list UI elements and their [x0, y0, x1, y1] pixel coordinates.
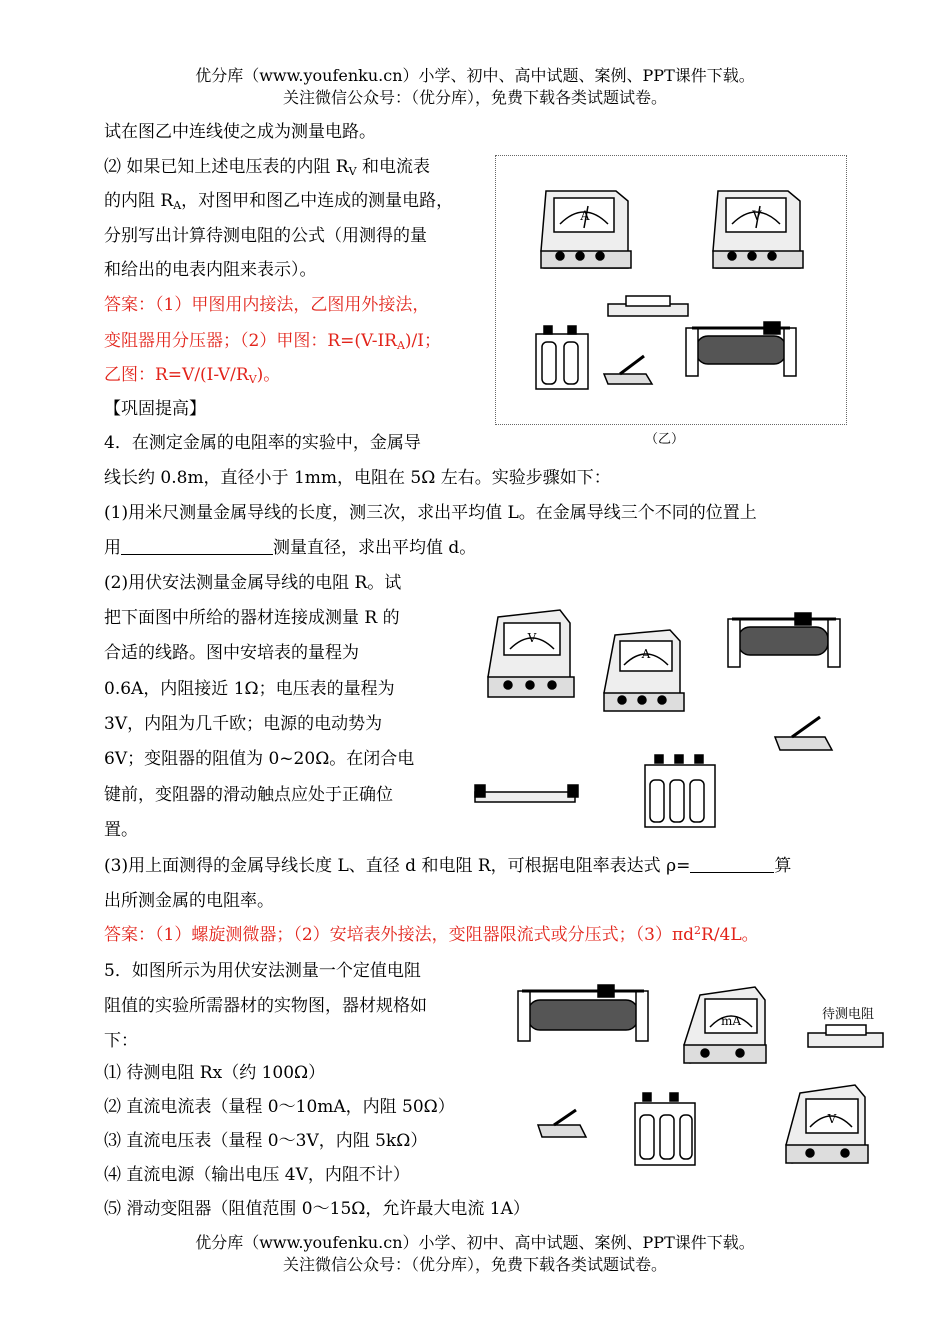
q4-line-2: 线长约 0.8m，直径小于 1mm，电阻在 5Ω 左右。实验步骤如下：	[104, 468, 611, 488]
q5-item-5: ⑸ 滑动变阻器（阻值范围 0～15Ω，允许最大电流 1A）	[104, 1199, 530, 1219]
resistor-icon	[808, 1025, 883, 1047]
q4-p2-7: 键前，变阻器的滑动触点应处于正确位	[104, 785, 393, 805]
q4-answer: 答案：（1）螺旋测微器；（2）安培表外接法，变阻器限流式或分压式；$(3)\pi d^2R/4L$。	[104, 924, 759, 945]
switch-icon	[604, 356, 652, 384]
q3-answer-1: 答案：（1）甲图用内接法，乙图用外接法，	[104, 295, 430, 315]
figure-q4	[470, 605, 850, 850]
answer-blank-2	[690, 856, 774, 873]
section-heading: 【巩固提高】	[104, 399, 206, 419]
q4-line-3: (1)用米尺测量金属导线的长度，测三次，求出平均值 L。在金属导线三个不同的位置上	[104, 503, 757, 523]
footer-line-1: 优分库（www.youfenku.cn）小学、初中、高中试题、案例、PPT课件下载。	[195, 1233, 755, 1252]
q3-line-2: 的内阻 $R_A$，对图甲和图乙中连成的测量电路，	[104, 191, 454, 212]
q3-answer-3: 乙图：$R=V/(I-V/R_V)$。	[104, 365, 281, 386]
battery-icon	[645, 755, 715, 827]
fig-voltmeter-label: V	[752, 209, 762, 224]
figure-yi-frame	[495, 155, 847, 425]
figure-yi	[496, 156, 846, 424]
voltmeter-icon	[488, 610, 574, 697]
q4-p2-5: 3V，内阻为几千欧；电源的电动势为	[104, 714, 383, 734]
q5-item-1: ⑴ 待测电阻 Rx（约 100Ω）	[104, 1063, 326, 1083]
q5-line-2: 阻值的实验所需器材的实物图，器材规格如	[104, 996, 427, 1016]
footer-line-2: 关注微信公众号：（优分库），免费下载各类试题试卷。	[282, 1255, 667, 1274]
battery-icon	[635, 1093, 695, 1165]
q4-p2-1: (2)用伏安法测量金属导线的电阻 R。试	[104, 573, 402, 593]
q5-item-4: ⑷ 直流电源（输出电压 4V，内阻不计）	[104, 1165, 410, 1185]
fig-ammeter-label: A	[580, 209, 590, 224]
q4-p2-2: 把下面图中所给的器材连接成测量 R 的	[104, 608, 400, 628]
fig-ammeter-label: A	[641, 647, 651, 661]
q5-line-3: 下：	[104, 1031, 138, 1051]
header-line-1: 优分库（www.youfenku.cn）小学、初中、高中试题、案例、PPT课件下载。	[195, 66, 755, 85]
voltmeter-icon	[713, 191, 803, 268]
q5-item-2: ⑵ 直流电流表（量程 0～10mA，内阻 50Ω）	[104, 1097, 455, 1117]
q4-p2-4: 0.6A，内阻接近 1Ω；电压表的量程为	[104, 679, 395, 699]
header-line-2: 关注微信公众号：（优分库），免费下载各类试题试卷。	[282, 88, 667, 107]
q4-p2-3: 合适的线路。图中安培表的量程为	[104, 643, 359, 663]
fig-voltmeter-label: V	[527, 631, 537, 645]
resistor-icon	[608, 296, 688, 316]
q3-line-4: 和给出的电表内阻来表示）。	[104, 260, 317, 280]
q4-line-1: 4．在测定金属的电阻率的实验中，金属导	[104, 433, 421, 453]
switch-icon	[775, 717, 832, 750]
switch-icon	[538, 1110, 586, 1137]
ammeter-icon	[541, 191, 631, 268]
battery-icon	[536, 326, 588, 389]
q4-p3-2: 出所测金属的电阻率。	[104, 891, 274, 911]
rheostat-icon	[728, 613, 840, 667]
q3-answer-2: 变阻器用分压器；（2）甲图：$R=(V-IR_A)/I$；	[104, 331, 441, 352]
q5-item-3: ⑶ 直流电压表（量程 0～3V，内阻 5kΩ）	[104, 1131, 428, 1151]
figure-q5	[510, 975, 890, 1175]
rheostat-icon	[686, 322, 796, 376]
answer-blank-1	[121, 538, 273, 555]
ammeter-icon	[604, 630, 684, 711]
fig-milliammeter-label: mA	[720, 1014, 742, 1028]
fig-resistor-label: 待测电阻	[821, 1007, 875, 1022]
q3-line-3: 分别写出计算待测电阻的公式（用测得的量	[104, 226, 427, 246]
q5-line-1: 5．如图所示为用伏安法测量一个定值电阻	[104, 961, 421, 981]
rheostat-icon	[518, 985, 648, 1041]
metal-wire-icon	[475, 785, 578, 802]
q4-p2-6: 6V；变阻器的阻值为 0~20Ω。在闭合电	[104, 749, 415, 769]
q4-p3-1: (3)用上面测得的金属导线长度 L、直径 d 和电阻 R，可根据电阻率表达式 ρ= 算	[104, 856, 792, 876]
q4-p2-8: 置。	[104, 820, 138, 840]
figure-yi-caption: （乙）	[645, 432, 685, 447]
fig-voltmeter-label: V	[827, 1112, 837, 1126]
q3-line-1: ⑵ 如果已知上述电压表的内阻 $R_V$ 和电流表	[104, 157, 430, 178]
q4-line-4: 用 测量直径，求出平均值 d。	[104, 538, 477, 558]
q3-line-0: 试在图乙中连线使之成为测量电路。	[104, 122, 376, 142]
